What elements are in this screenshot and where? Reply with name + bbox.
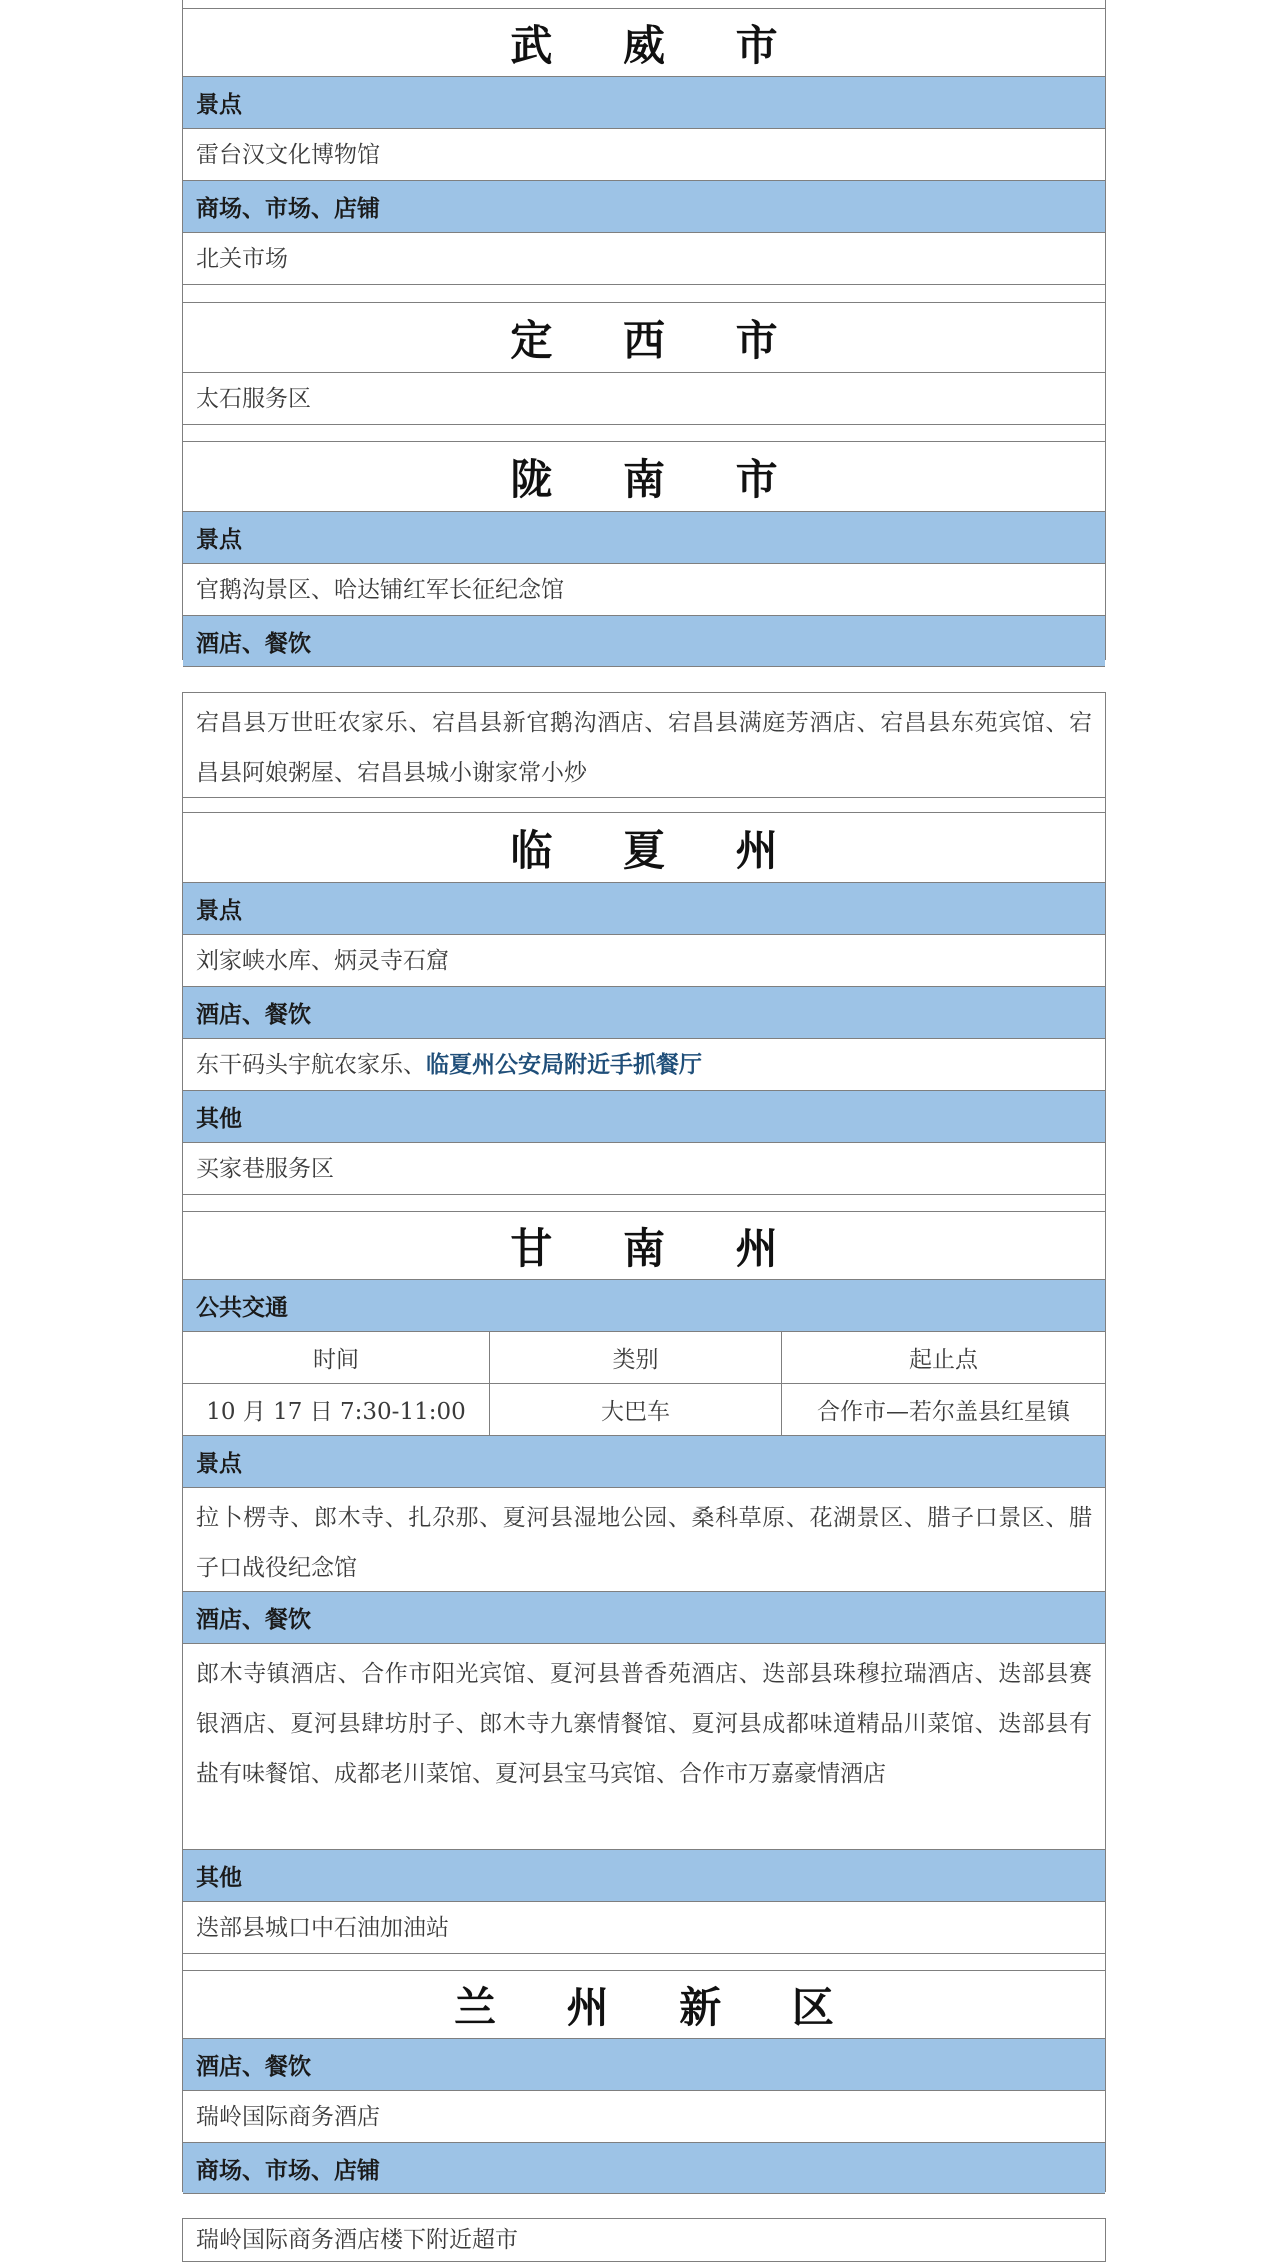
city-title-gannan [183,1211,1105,1279]
content-text [196,1040,702,1090]
table-cell-type: 大巴车 [490,1384,782,1435]
category-header-scenic [183,511,1105,563]
content-text: 迭部县城口中石油加油站 [196,1914,449,1941]
spacer-row [183,797,1105,812]
category-label: 景点 [196,527,242,553]
category-label: 公共交通 [196,1295,288,1321]
table-block-1 [182,0,1106,660]
table-header-cell: 时间 [183,1332,490,1383]
city-title-wuwei [183,8,1105,76]
category-label: 景点 [196,92,242,118]
category-content [183,1901,1105,1953]
content-text: 太石服务区 [196,385,311,412]
transit-table-header [183,1331,1105,1383]
category-header-scenic [183,882,1105,934]
category-content [183,1038,1105,1090]
spacer-row [183,1194,1105,1211]
category-header-hotel [183,615,1105,667]
category-content [183,232,1105,284]
category-header-hotel [183,1591,1105,1643]
table-header-cell: 起止点 [909,1347,978,1373]
category-header-hotel [183,986,1105,1038]
restaurant-link[interactable]: 临夏州公安局附近手抓餐厅 [426,1051,702,1078]
spacer-row [183,284,1105,302]
category-label: 酒店、餐饮 [196,1002,311,1028]
table-cell-time: 10 月 17 日 7:30-11:00 [183,1384,490,1435]
content-text: 官鹅沟景区、哈达铺红军长征纪念馆 [196,576,564,603]
content-text: 郎木寺镇酒店、合作市阳光宾馆、夏河县普香苑酒店、迭部县珠穆拉瑞酒店、迭部县赛银酒店、夏河县肆坊肘子、郎木寺九寨情餐馆、夏河县成都味道精品川菜馆、迭部县有盐有味餐馆、成都老川菜馆、夏河县宝马宾馆、合作市万嘉豪情酒店 [196,1661,1092,1787]
category-label: 其他 [196,1106,242,1132]
city-title-text: 定 西 市 [510,315,806,365]
category-label: 商场、市场、店铺 [196,2157,380,2184]
category-content [183,1643,1105,1849]
content-text: 瑞岭国际商务酒店楼下附近超市 [196,2227,518,2253]
category-label: 景点 [196,1451,242,1477]
table-block-3 [182,2218,1106,2262]
city-title-linxia [183,812,1105,882]
category-content [183,1142,1105,1194]
category-content [183,692,1105,797]
content-text: 刘家峡水库、炳灵寺石窟 [196,947,449,974]
category-header-shops [183,2142,1105,2194]
content-text: 瑞岭国际商务酒店 [196,2103,380,2130]
city-title-lanzhou-new [183,1970,1105,2038]
category-content [183,1487,1105,1591]
content-text: 雷台汉文化博物馆 [196,141,380,168]
category-header-scenic [183,76,1105,128]
category-content [183,2090,1105,2142]
city-title-dingxi [183,302,1105,372]
content-text: 北关市场 [196,245,288,272]
category-header-other [183,1849,1105,1901]
category-label: 酒店、餐饮 [196,2054,311,2080]
category-label: 商场、市场、店铺 [196,196,380,222]
category-label: 其他 [196,1865,242,1891]
city-title-text: 武 威 市 [510,20,806,70]
content-text-plain: 东干码头宇航农家乐、 [196,1051,426,1078]
content-text: 拉卜楞寺、郎木寺、扎尕那、夏河县湿地公园、桑科草原、花湖景区、腊子口景区、腊子口战役纪念馆 [196,1505,1092,1581]
content-text: 买家巷服务区 [196,1155,334,1182]
category-content [183,2218,1105,2262]
spacer-row [183,1953,1105,1970]
spacer-row [183,424,1105,441]
city-title-text: 临 夏 州 [510,825,806,875]
table-block-2 [182,692,1106,2192]
category-content [183,563,1105,615]
content-text: 宕昌县万世旺农家乐、宕昌县新官鹅沟酒店、宕昌县满庭芳酒店、宕昌县东苑宾馆、宕昌县阿娘粥屋、宕昌县城小谢家常小炒 [196,710,1092,786]
table-cell-route: 合作市—若尔盖县红星镇 [817,1399,1070,1425]
city-title-text: 陇 南 市 [510,454,806,504]
category-content [183,372,1105,424]
category-label: 酒店、餐饮 [196,1607,311,1633]
category-header-scenic [183,1435,1105,1487]
category-label: 景点 [196,898,242,924]
category-header-other [183,1090,1105,1142]
category-label: 酒店、餐饮 [196,630,311,657]
category-content [183,128,1105,180]
city-title-text: 甘 南 州 [510,1223,806,1273]
city-title-text: 兰 州 新 区 [454,1982,862,2032]
category-header-transit [183,1279,1105,1331]
category-content [183,934,1105,986]
category-header-hotel [183,2038,1105,2090]
table-row [183,1383,1105,1435]
city-title-longnan [183,441,1105,511]
category-header-shops [183,180,1105,232]
table-header-cell: 类别 [490,1332,782,1383]
